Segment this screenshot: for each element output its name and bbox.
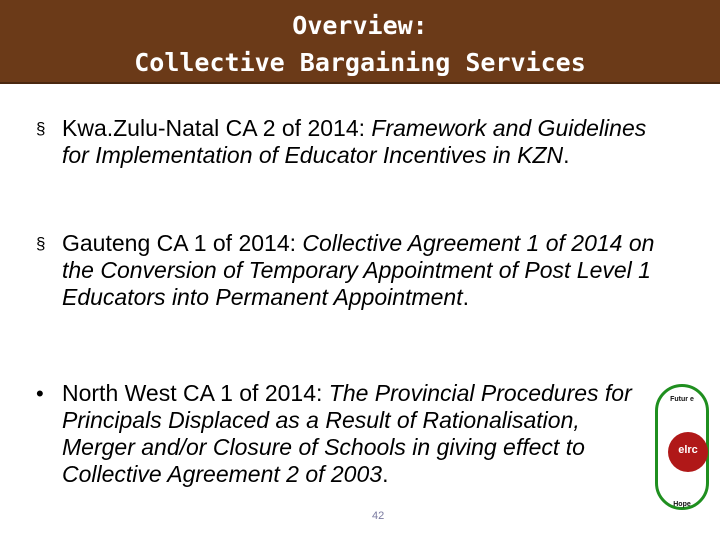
elrc-seal-icon [668, 432, 708, 472]
logo-bottom-text: Hope [673, 501, 691, 508]
bullet-plain: Gauteng CA 1 of 2014: [62, 230, 303, 256]
elrc-logo [652, 384, 714, 514]
bullet-item-kzn [36, 115, 656, 169]
logo-top-text: Futur e [670, 396, 694, 403]
slide-title [0, 7, 720, 81]
bullet-marker: § [36, 234, 46, 253]
page-number: 42 [372, 510, 385, 522]
bullet-marker: • [36, 381, 44, 406]
bullet-plain: North West CA 1 of 2014: [62, 380, 329, 406]
bullet-text [62, 380, 656, 488]
bullet-marker: § [36, 119, 46, 138]
bullet-end: . [462, 284, 469, 310]
bullet-item-gauteng [36, 230, 656, 311]
slide-title-line2: Collective Bargaining Services [134, 48, 586, 77]
bullet-text [62, 230, 656, 311]
bullet-italic: The Provincial Procedures for Principals Displaced as a Result of Rationalisation, Merger and/or Closure of Schools in giving effect to Collective Agreement 2 of 2003 [62, 380, 632, 487]
bullet-text [62, 115, 656, 169]
bullet-plain: Kwa.Zulu-Natal CA 2 of 2014: [62, 115, 372, 141]
bullet-item-north-west [36, 380, 656, 488]
bullet-italic: Collective Agreement 1 of 2014 on the Conversion of Temporary Appointment of Post Level 1 Educators into Permanent Appointment [62, 230, 655, 310]
bullet-italic: Framework and Guidelines for Implementation of Educator Incentives in KZN [62, 115, 647, 168]
logo-seal-text: elrc [678, 444, 698, 456]
slide-title-line1: Overview: [292, 11, 428, 40]
bullet-end: . [382, 461, 389, 487]
title-bar [0, 0, 720, 84]
logo-ring [655, 384, 709, 510]
bullet-end: . [563, 142, 570, 168]
